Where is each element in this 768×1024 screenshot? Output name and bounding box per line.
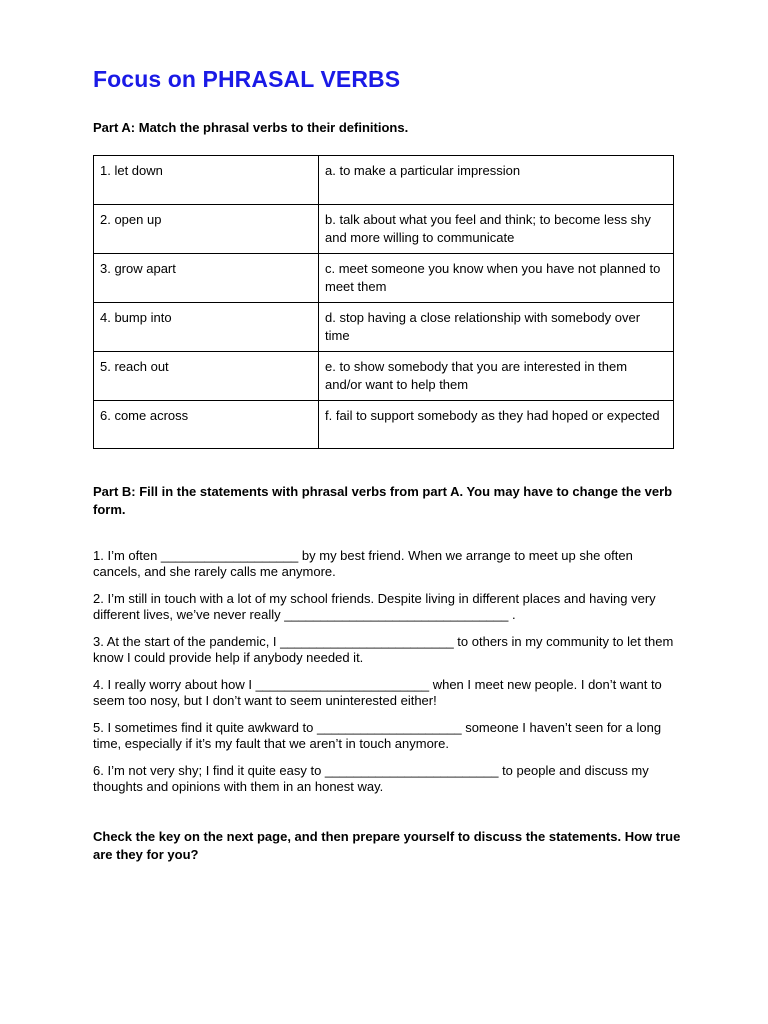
phrasal-verb-cell: 1. let down	[94, 156, 319, 205]
closing-instruction: Check the key on the next page, and then prepare yourself to discuss the statements. How true are they for you?	[93, 829, 681, 862]
statements-list	[93, 548, 683, 806]
table-row	[94, 253, 674, 302]
page-title: Focus on PHRASAL VERBS	[93, 66, 401, 92]
definition-cell: f. fail to support somebody as they had hoped or expected	[319, 400, 674, 449]
definition-cell: c. meet someone you know when you have not planned to meet them	[319, 253, 674, 302]
statement-item: 3. At the start of the pandemic, I ________________________ to others in my community to let them know I could provide help if anybody needed it.	[93, 634, 674, 665]
table-row	[94, 204, 674, 253]
part-a-heading: Part A: Match the phrasal verbs to their definitions.	[93, 120, 409, 135]
definition-cell: d. stop having a close relationship with somebody over time	[319, 302, 674, 351]
phrasal-verb-cell: 4. bump into	[94, 302, 319, 351]
phrasal-verb-cell: 2. open up	[94, 204, 319, 253]
statement-item: 5. I sometimes find it quite awkward to ____________________ someone I haven’t seen for a long time, especially if it’s my fault that we aren’t in touch anymore.	[93, 720, 662, 751]
table-row	[94, 400, 674, 449]
table-row	[94, 156, 674, 205]
definition-cell: a. to make a particular impression	[319, 156, 674, 205]
statement-item: 4. I really worry about how I ________________________ when I meet new people. I don’t want to seem too nosy, but I don’t want to seem uninterested either!	[93, 677, 662, 708]
statement-item: 6. I’m not very shy; I find it quite easy to ________________________ to people and discuss my thoughts and opinions with them in an honest way.	[93, 763, 649, 794]
phrasal-verb-cell: 3. grow apart	[94, 253, 319, 302]
table-row	[94, 351, 674, 400]
statement-item: 2. I’m still in touch with a lot of my school friends. Despite living in different places and having very different lives, we’ve never really _______________________________ .	[93, 591, 656, 622]
definition-cell: b. talk about what you feel and think; to become less shy and more willing to communicate	[319, 204, 674, 253]
definition-cell: e. to show somebody that you are interested in them and/or want to help them	[319, 351, 674, 400]
phrasal-verb-cell: 6. come across	[94, 400, 319, 449]
part-b-heading: Part B: Fill in the statements with phrasal verbs from part A. You may have to change the verb form.	[93, 484, 673, 517]
table-row	[94, 302, 674, 351]
matching-table	[93, 155, 674, 449]
statement-item: 1. I’m often ___________________ by my best friend. When we arrange to meet up she often cancels, and she rarely calls me anymore.	[93, 548, 633, 579]
phrasal-verb-cell: 5. reach out	[94, 351, 319, 400]
